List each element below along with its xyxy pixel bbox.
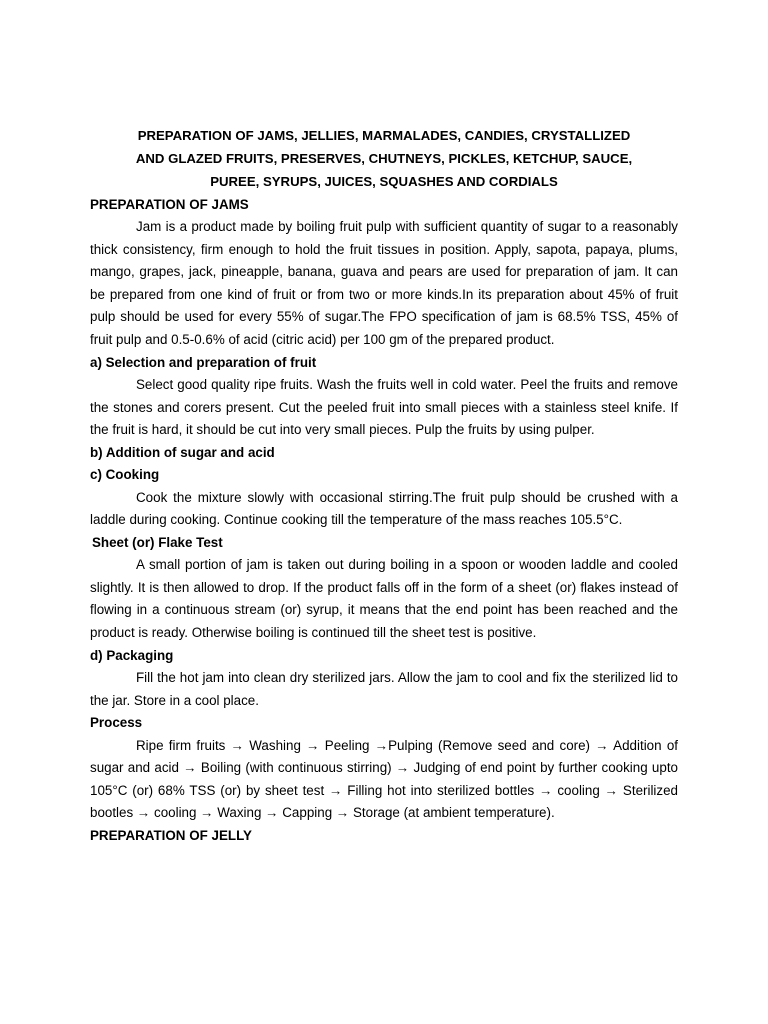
section-heading-sugar-acid: b) Addition of sugar and acid bbox=[90, 444, 275, 460]
section-heading-jams: PREPARATION OF JAMS bbox=[90, 196, 249, 212]
document-body bbox=[90, 124, 678, 847]
section-heading-cooking: c) Cooking bbox=[90, 467, 160, 483]
paragraph-selection: Select good quality ripe fruits. Wash the fruits well in cold water. Peel the fruits and remove the stones and corers present. Cut the peeled fruit into small pieces with a stainless steel knife. If the fruit is hard, it should be cut into very small pieces. Pulp the fruits by using pulper. bbox=[90, 376, 678, 438]
title-line-1: PREPARATION OF JAMS, JELLIES, MARMALADES, CANDIES, CRYSTALLIZED bbox=[137, 128, 631, 143]
section-heading-sheet-test: Sheet (or) Flake Test bbox=[92, 534, 223, 550]
paragraph-jams-intro: Jam is a product made by boiling fruit pulp with sufficient quantity of sugar to a reasonably thick consistency, firm enough to hold the fruit tissues in position. Apply, sapota, papaya, plums, mango, grapes, jack, pineapple, banana, guava and pears are used for preparation of jam. It can be prepared from one kind of fruit or from two or more kinds.In its preparation about 45% of fruit pulp should be used for every 55% of sugar.The FPO specification of jam is 68.5% TSS, 45% of fruit pulp and 0.5-0.6% of acid (citric acid) per 100 gm of the prepared product. bbox=[90, 219, 678, 347]
paragraph-cooking: Cook the mixture slowly with occasional stirring.The fruit pulp should be crushed with a laddle during cooking. Continue cooking till the temperature of the mass reaches 105.5°C. bbox=[90, 489, 678, 528]
title-line-2: AND GLAZED FRUITS, PRESERVES, CHUTNEYS, PICKLES, KETCHUP, SAUCE, bbox=[135, 151, 633, 167]
paragraph-packaging: Fill the hot jam into clean dry sterilized jars. Allow the jam to cool and fix the sterilized lid to the jar. Store in a cool place. bbox=[90, 669, 678, 708]
document-title bbox=[90, 124, 678, 194]
section-heading-process: Process bbox=[90, 715, 143, 731]
paragraph-process: Ripe firm fruits → Washing → Peeling →Pulping (Remove seed and core) → Addition of sugar and acid → Boiling (with continuous stirring) → Judging of end point by further cooking upto 105°C (or) 68% TSS (or) by sheet test → Filling hot into sterilized bottles → cooling → Sterilized bootles → cooling → Waxing → Capping → Storage (at ambient temperature). bbox=[90, 737, 678, 821]
section-heading-jelly: PREPARATION OF JELLY bbox=[90, 827, 252, 843]
section-heading-selection: a) Selection and preparation of fruit bbox=[90, 354, 317, 370]
title-line-3: PUREE, SYRUPS, JUICES, SQUASHES AND CORDIALS bbox=[210, 174, 558, 190]
section-heading-packaging: d) Packaging bbox=[90, 647, 174, 663]
paragraph-sheet-test: A small portion of jam is taken out during boiling in a spoon or wooden laddle and cooled slightly. It is then allowed to drop. If the product falls off in the form of a sheet (or) flakes instead of flowing in a continuous stream (or) syrup, it means that the end point has been reached and the product is ready. Otherwise boiling is continued till the sheet test is positive. bbox=[90, 557, 678, 640]
